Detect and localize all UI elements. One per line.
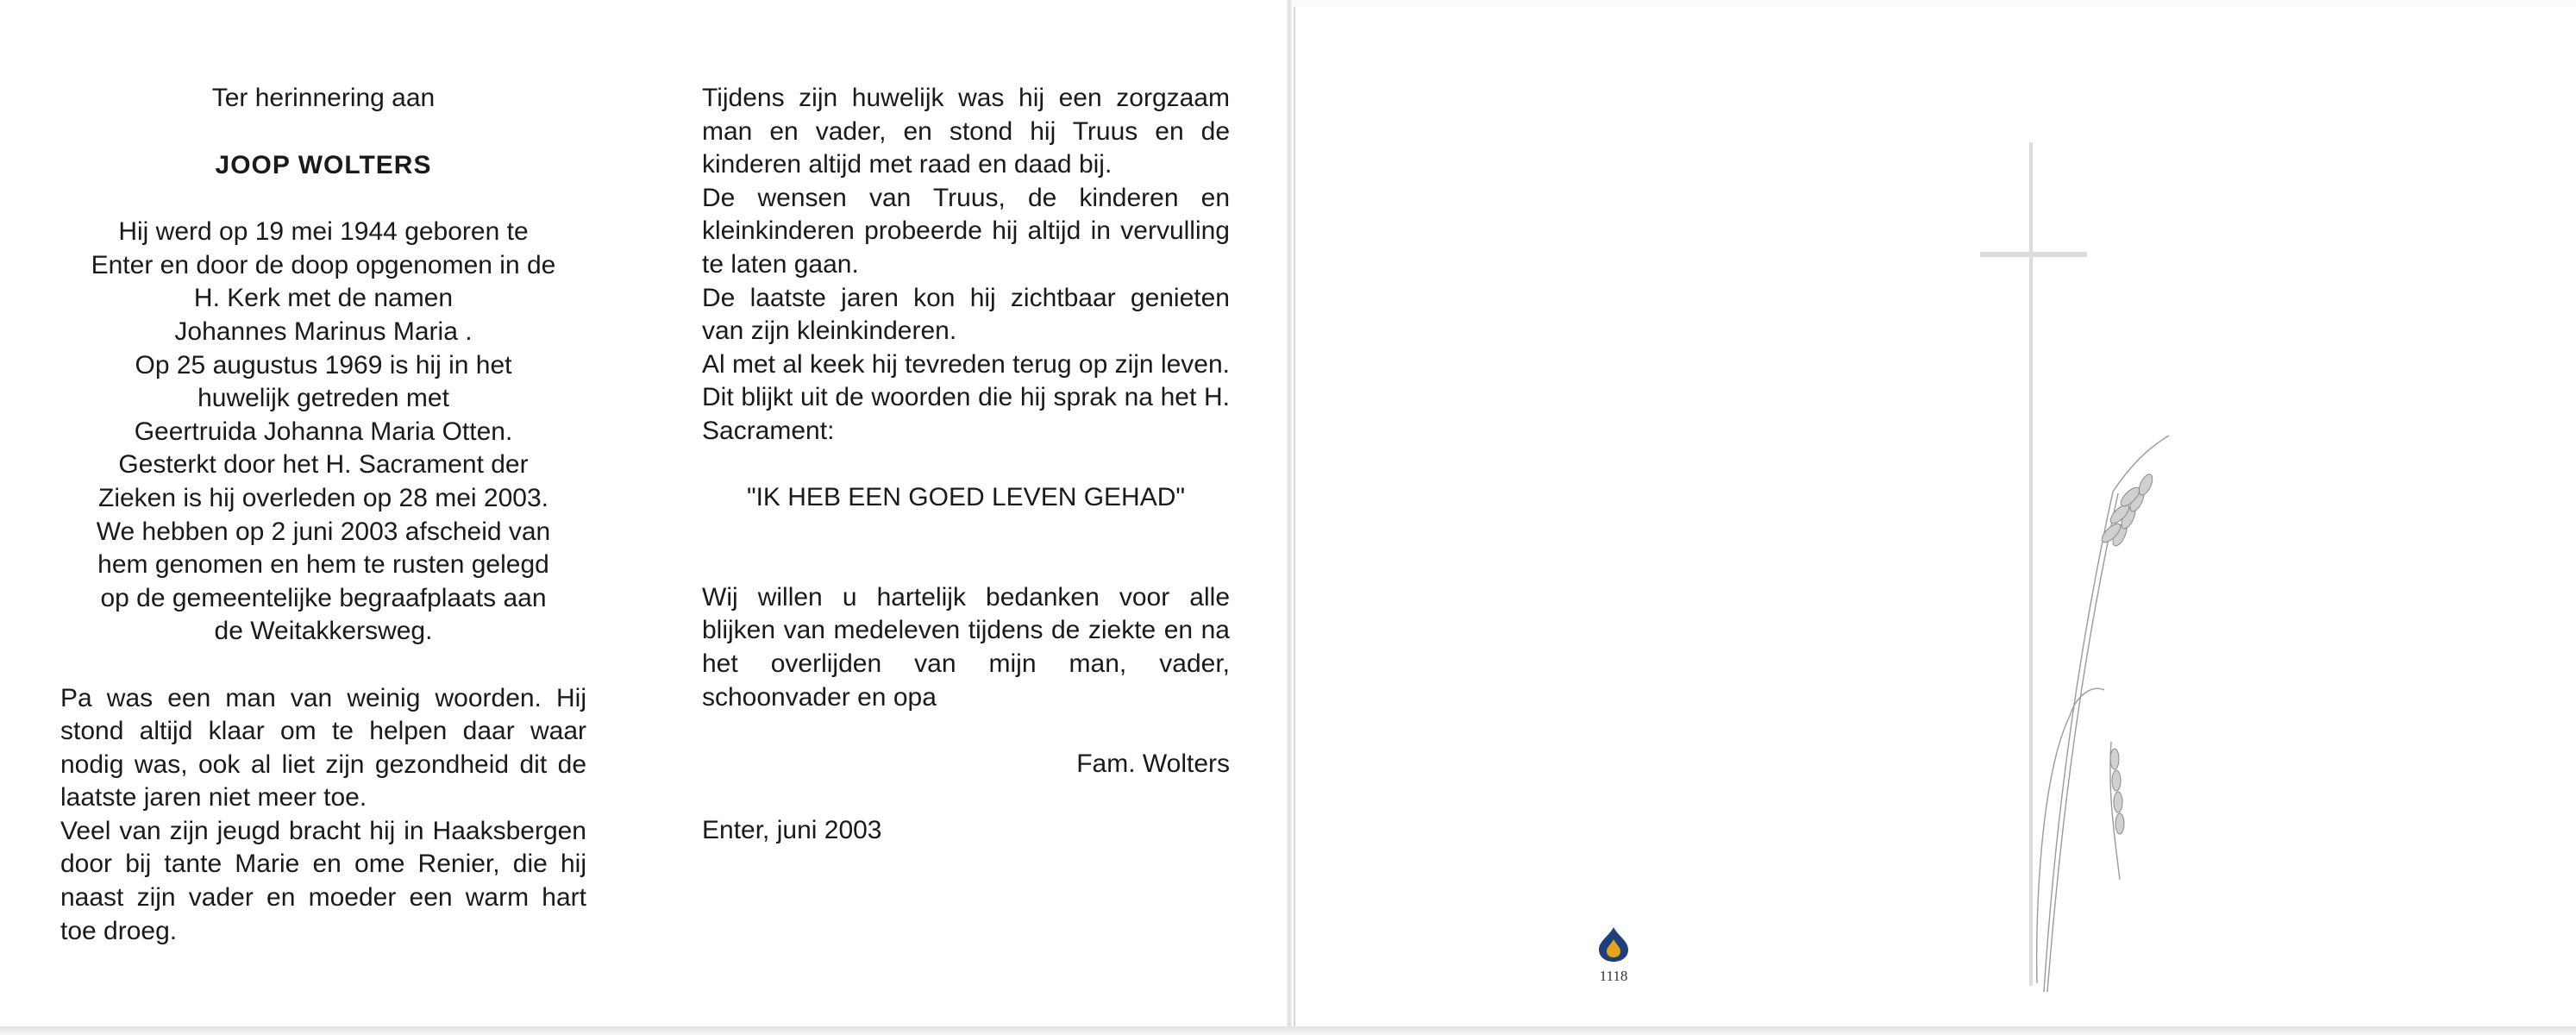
biography-line: Hij werd op 19 mei 1944 geboren te (118, 217, 529, 247)
biography (60, 216, 586, 649)
biography-line: Op 25 augustus 1969 is hij in het (135, 350, 512, 380)
paragraph-content: Al met al keek hij tevreden terug op zijn leven. (702, 349, 1230, 379)
right-text-column (702, 82, 1230, 847)
paragraph-wishes: De wensen van Truus, de kinderen en kleinkinderen probeerde hij altijd in vervulling te laten gaan. (702, 183, 1230, 279)
card-edge (0, 1026, 2576, 1035)
biography-line: We hebben op 2 juni 2003 afscheid van (96, 517, 551, 546)
biography-line: Zieken is hij overleden op 28 mei 2003. (98, 483, 548, 512)
paragraph-words: Dit blijkt uit de woorden die hij sprak na het H. Sacrament: (702, 383, 1230, 445)
family-signature: Fam. Wolters (1076, 749, 1230, 778)
deceased-name: JOOP WOLTERS (215, 150, 432, 179)
place-date: Enter, juni 2003 (702, 815, 882, 844)
back-panel (1294, 7, 2576, 1028)
thanks-text: Wij willen u hartelijk bedanken voor alle blijken van medeleven tijdens de ziekte en na het overlijden van mijn man, vader, schoonvader en opa (702, 582, 1230, 712)
intro-text: Ter herinnering aan (211, 84, 436, 112)
flame-drop-logo-icon (1597, 925, 1630, 963)
biography-line: de Weitakkersweg. (214, 617, 433, 646)
wheat-stalk-icon (2018, 431, 2182, 992)
paragraph-grandchildren: De laatste jaren kon hij zichtbaar genieten van zijn kleinkinderen. (702, 283, 1230, 346)
paragraph-youth: Veel van zijn jeugd bracht hij in Haaksbergen door bij tante Marie en ome Renier, die hij naast zijn vader en moeder een warm hart toe droeg. (60, 816, 586, 945)
biography-line: op de gemeentelijke begraafplaats aan (100, 583, 547, 612)
biography-line: Geertruida Johanna Maria Otten. (134, 417, 513, 446)
printer-code: 1118 (1599, 968, 1628, 984)
biography-line: Enter en door de doop opgenomen in de (91, 250, 556, 279)
card-fold (1287, 0, 1292, 1028)
biography-line: huwelijk getreden met (197, 384, 449, 413)
biography-line: hem genomen en hem te rusten gelegd (97, 550, 549, 580)
left-text-column (60, 82, 586, 948)
paragraph-character: Pa was een man van weinig woorden. Hij stond altijd klaar om te helpen daar waar nodig was, ook al liet zijn gezondheid dit de laatste jaren niet meer toe. (60, 683, 586, 812)
biography-line: H. Kerk met de namen (193, 284, 454, 313)
biography-line: Gesterkt door het H. Sacrament der (118, 450, 529, 480)
paragraph-marriage: Tijdens zijn huwelijk was hij een zorgzaam man en vader, en stond hij Truus en de kinderen altijd met raad en daad bij. (702, 84, 1230, 179)
inner-panel (0, 0, 1292, 1028)
last-words-quote: "IK HEB EEN GOED LEVEN GEHAD" (746, 483, 1186, 512)
cross-bar (1980, 252, 2087, 257)
biography-line: Johannes Marinus Maria . (174, 317, 473, 346)
